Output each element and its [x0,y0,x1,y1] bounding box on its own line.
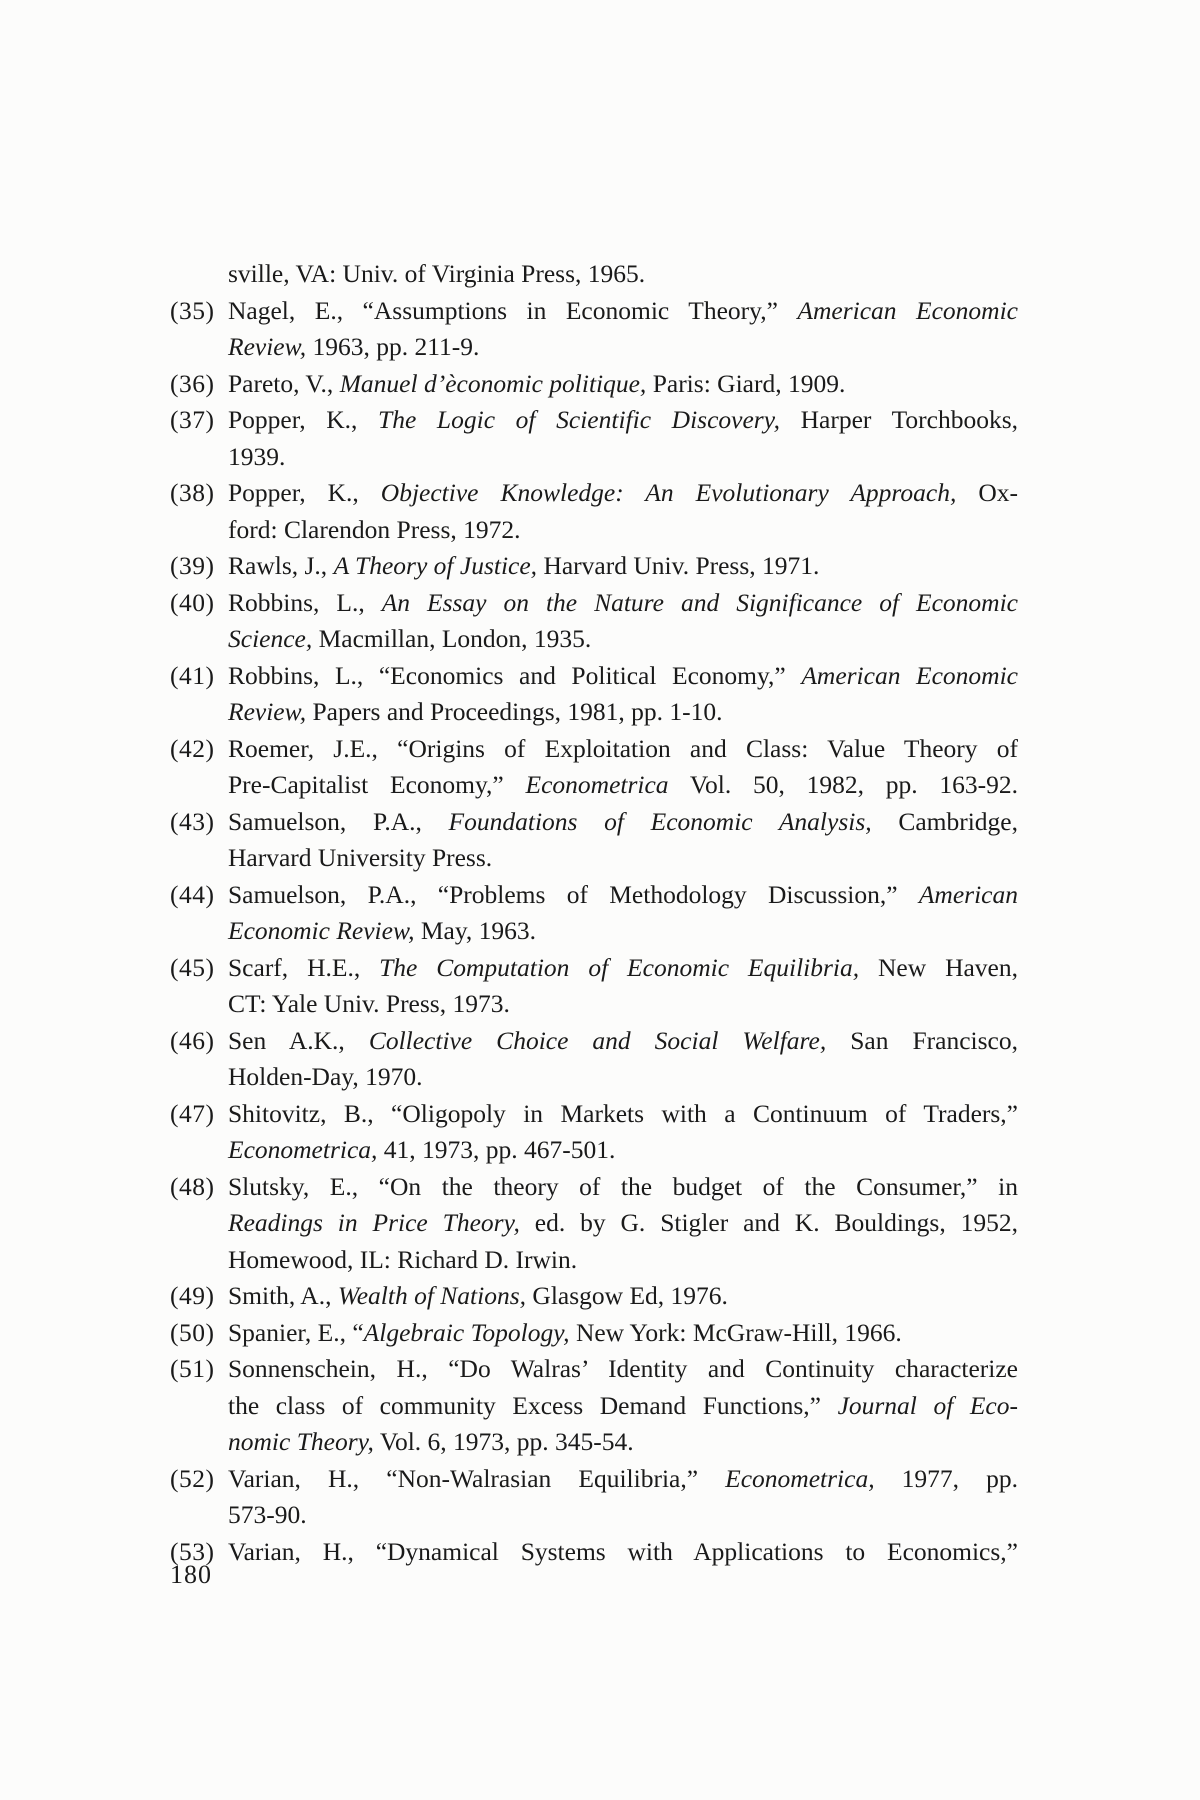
reference-text: Paris: Giard, 1909. [646,368,846,398]
reference-line [228,1205,1018,1242]
reference-entry [170,1023,1018,1096]
reference-list [170,256,1019,1570]
reference-entry [228,256,1018,293]
reference-entry [170,548,1018,585]
reference-line [228,1242,1018,1279]
reference-number: (44) [170,879,215,909]
reference-line [170,585,1018,622]
reference-line [170,402,1019,439]
reference-entry [170,293,1018,366]
reference-title-italic: Collective Choice and Social Welfare, [368,1025,827,1055]
reference-text: Holden-Day, 1970. [228,1062,423,1091]
reference-title-italic: The Computation of Economic Equilibria, [379,952,860,982]
reference-line [170,475,1018,512]
reference-text: Varian, H., “Non-Walrasian Equilibria,” [228,1463,726,1493]
reference-text: sville, VA: Univ. of Virginia Press, 1965. [228,259,646,288]
reference-number: (38) [170,478,215,507]
reference-text: ford: Clarendon Press, 1972. [228,514,521,544]
reference-title-italic: Algebraic Topology, [363,1317,570,1347]
reference-line [228,1388,1018,1425]
reference-number: (40) [170,587,215,617]
reference-text: Harper Torchbooks, [780,405,1019,434]
reference-text: Shitovitz, B., “Oligopoly in Markets with a Continuum of Traders,” [228,1098,1018,1128]
reference-text: Homewood, IL: Richard D. Irwin. [228,1244,578,1274]
reference-text: 1963, pp. 211-9. [306,332,480,361]
reference-title-italic: Economic Review, [228,916,415,945]
reference-entry [170,1169,1018,1279]
reference-line [228,913,1018,950]
reference-title-italic: Review, [228,332,307,361]
reference-line [228,512,1018,549]
reference-entry [170,877,1018,950]
reference-line [170,1315,1018,1352]
reference-line [170,548,1018,585]
reference-line [170,731,1018,768]
reference-title-italic: Readings in Price Theory, [228,1208,520,1237]
reference-line [228,694,1018,731]
reference-line [228,329,1018,366]
reference-entry [170,1096,1018,1169]
reference-number: (53) [170,1536,215,1566]
reference-entry [170,402,1019,475]
reference-line [228,1497,1018,1534]
reference-number: (50) [170,1317,215,1347]
reference-line [170,1351,1018,1388]
reference-text: Harvard Univ. Press, 1971. [537,551,820,580]
reference-number: (36) [170,368,215,398]
reference-line [228,1424,1018,1461]
reference-line [170,658,1018,695]
reference-line [170,366,1018,403]
reference-text: Spanier, E., “ [228,1317,364,1347]
reference-title-italic: American [918,879,1018,909]
reference-number: (41) [170,660,215,690]
reference-number: (47) [170,1098,215,1128]
reference-text: 41, 1973, pp. 467-501. [377,1135,616,1164]
reference-entry [170,804,1019,877]
reference-entry [170,658,1018,731]
reference-line [170,950,1018,987]
reference-text: the class of community Excess Demand Functions,” [228,1390,838,1420]
reference-text: New York: McGraw-Hill, 1966. [569,1317,902,1347]
page-number: 180 [170,1560,212,1589]
reference-text: Scarf, H.E., [228,952,380,982]
reference-text: Pareto, V., [228,368,340,398]
reference-text: Nagel, E., “Assumptions in Economic Theory,” [228,295,798,325]
reference-number: (43) [170,806,215,836]
reference-title-italic: Wealth of Nations, [337,1281,527,1310]
reference-text: San Francisco, [826,1025,1018,1055]
reference-text: Macmillan, London, 1935. [312,624,592,653]
reference-number: (52) [170,1463,215,1493]
reference-line [228,256,1018,293]
reference-entry [170,366,1018,403]
reference-text: Robbins, L., “Economics and Political Economy,” [228,660,802,690]
reference-line [170,804,1019,841]
reference-line [228,840,1018,877]
reference-line [228,439,1018,476]
reference-number: (39) [170,551,215,580]
reference-number: (35) [170,295,215,325]
reference-line [170,1461,1018,1498]
reference-text: Rawls, J., [228,551,334,580]
reference-number: (48) [170,1171,215,1201]
reference-title-italic: An Essay on the Nature and Significance of Economic [381,587,1018,617]
reference-text: Popper, K., [228,405,379,434]
reference-line [170,1534,1018,1571]
reference-text: Pre-Capitalist Economy,” [228,770,526,799]
reference-text: Roemer, J.E., “Origins of Exploitation and Class: Value Theory of [228,733,1018,763]
reference-line [170,1096,1018,1133]
reference-entry [170,1351,1018,1461]
reference-text: Sen A.K., [228,1025,369,1055]
reference-number: (45) [170,952,215,982]
reference-entry [170,1315,1018,1352]
reference-text: Samuelson, P.A., [228,806,449,836]
reference-title-italic: nomic Theory, [228,1427,374,1456]
reference-text: Robbins, L., [228,587,382,617]
reference-text: Popper, K., [228,478,381,507]
reference-text: Varian, H., “Dynamical Systems with Applications to Economics,” [228,1536,1018,1566]
reference-entry [170,475,1018,548]
reference-title-italic: Objective Knowledge: An Evolutionary Approach, [380,478,957,507]
reference-line [170,1023,1018,1060]
reference-text: CT: Yale Univ. Press, 1973. [228,989,510,1018]
reference-text: ed. by G. Stigler and K. Bouldings, 1952, [519,1208,1018,1237]
reference-title-italic: Econometrica, [228,1135,378,1164]
reference-entry [170,731,1018,804]
reference-text: New Haven, [859,952,1018,982]
reference-text: Cambridge, [871,806,1019,836]
reference-text: 1939. [228,441,286,471]
reference-title-italic: American Economic [797,295,1018,325]
reference-title-italic: Manuel d’èconomic politique, [339,368,647,398]
reference-line [170,1278,1018,1315]
reference-line [170,877,1018,914]
reference-text: Slutsky, E., “On the theory of the budget of the Consumer,” in [228,1171,1018,1201]
reference-line [170,1169,1018,1206]
reference-text: Papers and Proceedings, 1981, pp. 1-10. [306,697,723,726]
reference-text: 573-90. [228,1500,307,1529]
reference-title-italic: Foundations of Economic Analysis, [448,806,872,836]
reference-title-italic: Science, [228,624,313,653]
reference-title-italic: The Logic of Scientific Discovery, [378,405,780,434]
reference-text: Glasgow Ed, 1976. [526,1281,728,1310]
reference-text: Harvard University Press. [228,843,493,872]
reference-entry [170,1534,1018,1571]
reference-number: (46) [170,1025,215,1055]
reference-number: (37) [170,405,215,434]
reference-text: Vol. 6, 1973, pp. 345-54. [373,1427,634,1456]
reference-line [228,621,1018,658]
reference-line [228,1132,1018,1169]
reference-title-italic: American Economic [801,660,1018,690]
reference-line [228,986,1018,1023]
reference-text: 1977, pp. [874,1463,1018,1493]
reference-text: Vol. 50, 1982, pp. 163-92. [668,770,1018,799]
reference-text: Sonnenschein, H., “Do Walras’ Identity and Continuity characterize [228,1354,1018,1383]
reference-title-italic: Econometrica, [725,1463,875,1493]
reference-entry [170,1278,1018,1315]
reference-title-italic: Journal of Eco- [837,1390,1018,1420]
reference-line [228,767,1018,804]
reference-text: Ox- [956,478,1018,507]
reference-number: (51) [170,1354,215,1383]
reference-number: (49) [170,1281,215,1310]
reference-entry [170,1461,1018,1534]
reference-title-italic: A Theory of Justice, [333,551,538,580]
reference-number: (42) [170,733,215,763]
reference-entry [170,585,1018,658]
reference-text: May, 1963. [414,916,537,945]
reference-line [228,1059,1018,1096]
reference-line [170,293,1018,330]
reference-title-italic: Econometrica [525,770,669,799]
reference-entry [170,950,1018,1023]
reference-text: Smith, A., [228,1281,338,1310]
reference-title-italic: Review, [228,697,307,726]
reference-text: Samuelson, P.A., “Problems of Methodology Discussion,” [228,879,919,909]
